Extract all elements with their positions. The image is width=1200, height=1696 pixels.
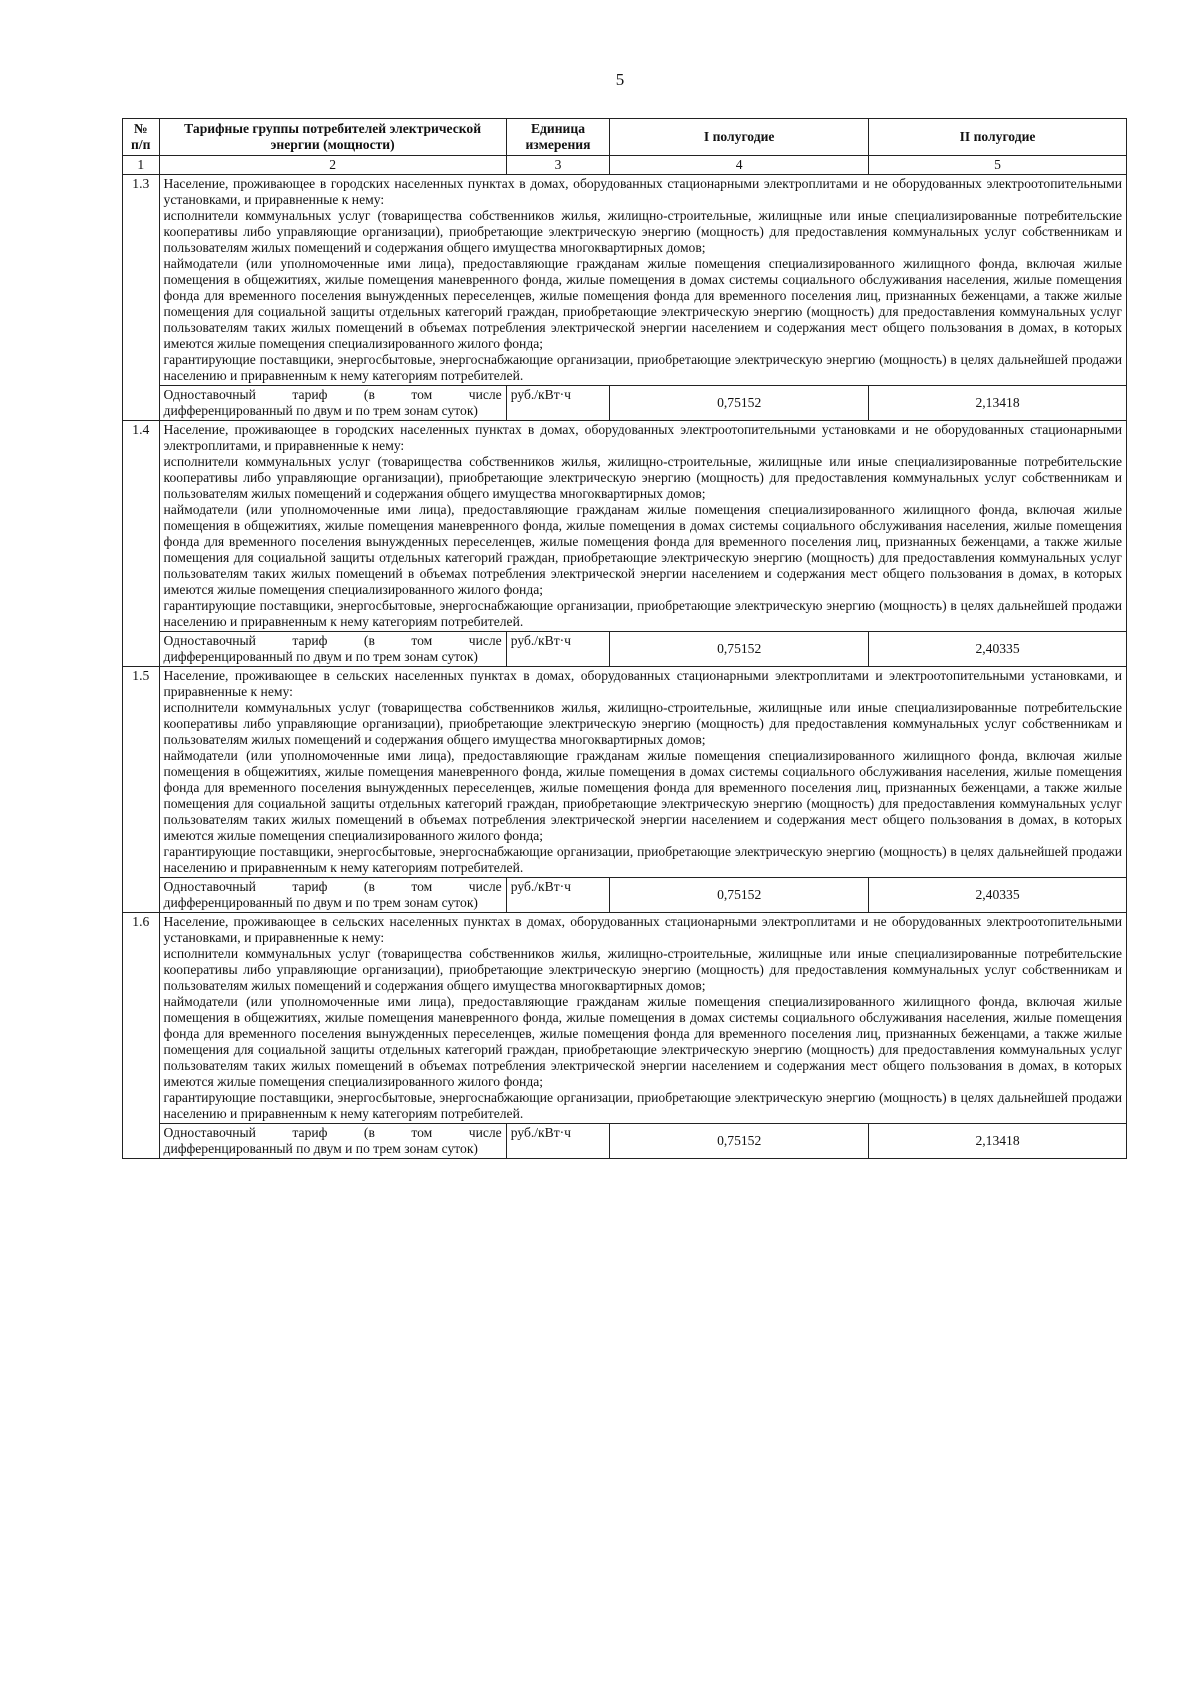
tariff-group-row (123, 421, 1127, 632)
second-half-value: 2,13418 (869, 1124, 1127, 1159)
header-first-half: I полугодие (610, 119, 869, 156)
column-number-row (123, 156, 1127, 175)
consumer-group-description (159, 421, 1126, 632)
tariff-rows (123, 175, 1127, 1159)
row-number: 1.5 (123, 667, 160, 913)
tariff-unit: руб./кВт·ч (506, 386, 610, 421)
description-paragraph: Население, проживающее в сельских населенных пунктах в домах, оборудованных стационарными электроплитами и не оборудованных электроотопительными установками, и приравненные к нему: (163, 914, 1122, 945)
header-unit: Единица измерения (506, 119, 610, 156)
tariff-unit: руб./кВт·ч (506, 632, 610, 667)
second-half-value: 2,40335 (869, 878, 1127, 913)
description-paragraph: Население, проживающее в городских населенных пунктах в домах, оборудованных стационарными электроплитами и не оборудованных электроотопительными установками, и приравненные к нему: (163, 176, 1122, 207)
tariff-label: Одноставочный тариф (в том числе дифференцированный по двум и по трем зонам суток) (159, 632, 506, 667)
description-paragraph: исполнители коммунальных услуг (товарищества собственников жилья, жилищно-строительные, жилищные или иные специализированные потребительские кооперативы либо управляющие организации), приобретающие электрическую энергию (мощность) для предоставления коммунальных услуг собственникам и пользователям жилых помещений и содержания общего имущества многоквартирных домов; (163, 208, 1122, 255)
description-paragraph: наймодатели (или уполномоченные ими лица), предоставляющие гражданам жилые помещения специализированного жилищного фонда, включая жилые помещения в общежитиях, жилые помещения маневренного фонда, жилые помещения в домах системы социального обслуживания населения, жилые помещения фонда для временного поселения вынужденных переселенцев, жилые помещения фонда для временного поселения лиц, признанных беженцами, а также жилые помещения для социальной защиты отдельных категорий граждан, приобретающие электрическую энергию (мощность) для предоставления коммунальных услуг пользователям таких жилых помещений в объемах потребления электрической энергии населением и содержания мест общего пользования в домах, в которых имеются жилые помещения специализированного жилого фонда; (163, 256, 1122, 351)
header-consumer-group: Тарифные группы потребителей электрической энергии (мощности) (159, 119, 506, 156)
column-number: 1 (123, 156, 160, 175)
description-paragraph: исполнители коммунальных услуг (товарищества собственников жилья, жилищно-строительные, жилищные или иные специализированные потребительские кооперативы либо управляющие организации), приобретающие электрическую энергию (мощность) для предоставления коммунальных услуг собственникам и пользователям жилых помещений и содержания общего имущества многоквартирных домов; (163, 454, 1122, 501)
tariff-table (122, 118, 1127, 1159)
first-half-value: 0,75152 (610, 878, 869, 913)
column-number: 2 (159, 156, 506, 175)
description-paragraph: наймодатели (или уполномоченные ими лица), предоставляющие гражданам жилые помещения специализированного жилищного фонда, включая жилые помещения в общежитиях, жилые помещения маневренного фонда, жилые помещения в домах системы социального обслуживания населения, жилые помещения фонда для временного поселения вынужденных переселенцев, жилые помещения фонда для временного поселения лиц, признанных беженцами, а также жилые помещения для социальной защиты отдельных категорий граждан, приобретающие электрическую энергию (мощность) для предоставления коммунальных услуг пользователям таких жилых помещений в объемах потребления электрической энергии населением и содержания мест общего пользования в домах, в которых имеются жилые помещения специализированного жилого фонда; (163, 994, 1122, 1089)
second-half-value: 2,40335 (869, 632, 1127, 667)
column-number: 3 (506, 156, 610, 175)
column-number: 4 (610, 156, 869, 175)
consumer-group-description (159, 667, 1126, 878)
tariff-group-row (123, 175, 1127, 386)
row-number: 1.3 (123, 175, 160, 421)
tariff-label: Одноставочный тариф (в том числе дифференцированный по двум и по трем зонам суток) (159, 1124, 506, 1159)
description-paragraph: гарантирующие поставщики, энергосбытовые, энергоснабжающие организации, приобретающие электрическую энергию (мощность) в целях дальнейшей продажи населению и приравненным к нему категориям потребителей. (163, 844, 1122, 875)
consumer-group-description (159, 175, 1126, 386)
first-half-value: 0,75152 (610, 386, 869, 421)
tariff-group-row (123, 913, 1127, 1124)
first-half-value: 0,75152 (610, 632, 869, 667)
row-number: 1.4 (123, 421, 160, 667)
tariff-label: Одноставочный тариф (в том числе дифференцированный по двум и по трем зонам суток) (159, 386, 506, 421)
tariff-label: Одноставочный тариф (в том числе дифференцированный по двум и по трем зонам суток) (159, 878, 506, 913)
description-paragraph: исполнители коммунальных услуг (товарищества собственников жилья, жилищно-строительные, жилищные или иные специализированные потребительские кооперативы либо управляющие организации), приобретающие электрическую энергию (мощность) для предоставления коммунальных услуг собственникам и пользователям жилых помещений и содержания общего имущества многоквартирных домов; (163, 700, 1122, 747)
first-half-value: 0,75152 (610, 1124, 869, 1159)
header-second-half: II полугодие (869, 119, 1127, 156)
tariff-unit: руб./кВт·ч (506, 1124, 610, 1159)
description-paragraph: гарантирующие поставщики, энергосбытовые, энергоснабжающие организации, приобретающие электрическую энергию (мощность) в целях дальнейшей продажи населению и приравненным к нему категориям потребителей. (163, 598, 1122, 629)
description-paragraph: Население, проживающее в городских населенных пунктах в домах, оборудованных электроотопительными установками и не оборудованных стационарными электроплитами, и приравненные к нему: (163, 422, 1122, 453)
consumer-group-description (159, 913, 1126, 1124)
tariff-value-row (123, 1124, 1127, 1159)
description-paragraph: гарантирующие поставщики, энергосбытовые, энергоснабжающие организации, приобретающие электрическую энергию (мощность) в целях дальнейшей продажи населению и приравненным к нему категориям потребителей. (163, 1090, 1122, 1121)
header-number: № п/п (123, 119, 160, 156)
row-number: 1.6 (123, 913, 160, 1159)
description-paragraph: гарантирующие поставщики, энергосбытовые, энергоснабжающие организации, приобретающие электрическую энергию (мощность) в целях дальнейшей продажи населению и приравненным к нему категориям потребителей. (163, 352, 1122, 383)
column-number: 5 (869, 156, 1127, 175)
tariff-value-row (123, 386, 1127, 421)
description-paragraph: наймодатели (или уполномоченные ими лица), предоставляющие гражданам жилые помещения специализированного жилищного фонда, включая жилые помещения в общежитиях, жилые помещения маневренного фонда, жилые помещения в домах системы социального обслуживания населения, жилые помещения фонда для временного поселения вынужденных переселенцев, жилые помещения фонда для временного поселения лиц, признанных беженцами, а также жилые помещения для социальной защиты отдельных категорий граждан, приобретающие электрическую энергию (мощность) для предоставления коммунальных услуг пользователям таких жилых помещений в объемах потребления электрической энергии населением и содержания мест общего пользования в домах, в которых имеются жилые помещения специализированного жилого фонда; (163, 748, 1122, 843)
description-paragraph: Население, проживающее в сельских населенных пунктах в домах, оборудованных стационарными электроплитами и электроотопительными установками, и приравненные к нему: (163, 668, 1122, 699)
tariff-group-row (123, 667, 1127, 878)
tariff-value-row (123, 632, 1127, 667)
tariff-value-row (123, 878, 1127, 913)
page-number: 5 (615, 70, 625, 89)
description-paragraph: исполнители коммунальных услуг (товарищества собственников жилья, жилищно-строительные, жилищные или иные специализированные потребительские кооперативы либо управляющие организации), приобретающие электрическую энергию (мощность) для предоставления коммунальных услуг собственникам и пользователям жилых помещений и содержания общего имущества многоквартирных домов; (163, 946, 1122, 993)
table-header-row (123, 119, 1127, 156)
tariff-unit: руб./кВт·ч (506, 878, 610, 913)
second-half-value: 2,13418 (869, 386, 1127, 421)
description-paragraph: наймодатели (или уполномоченные ими лица), предоставляющие гражданам жилые помещения специализированного жилищного фонда, включая жилые помещения в общежитиях, жилые помещения маневренного фонда, жилые помещения в домах системы социального обслуживания населения, жилые помещения фонда для временного поселения вынужденных переселенцев, жилые помещения фонда для временного поселения лиц, признанных беженцами, а также жилые помещения для социальной защиты отдельных категорий граждан, приобретающие электрическую энергию (мощность) для предоставления коммунальных услуг пользователям таких жилых помещений в объемах потребления электрической энергии населением и содержания мест общего пользования в домах, в которых имеются жилые помещения специализированного жилого фонда; (163, 502, 1122, 597)
